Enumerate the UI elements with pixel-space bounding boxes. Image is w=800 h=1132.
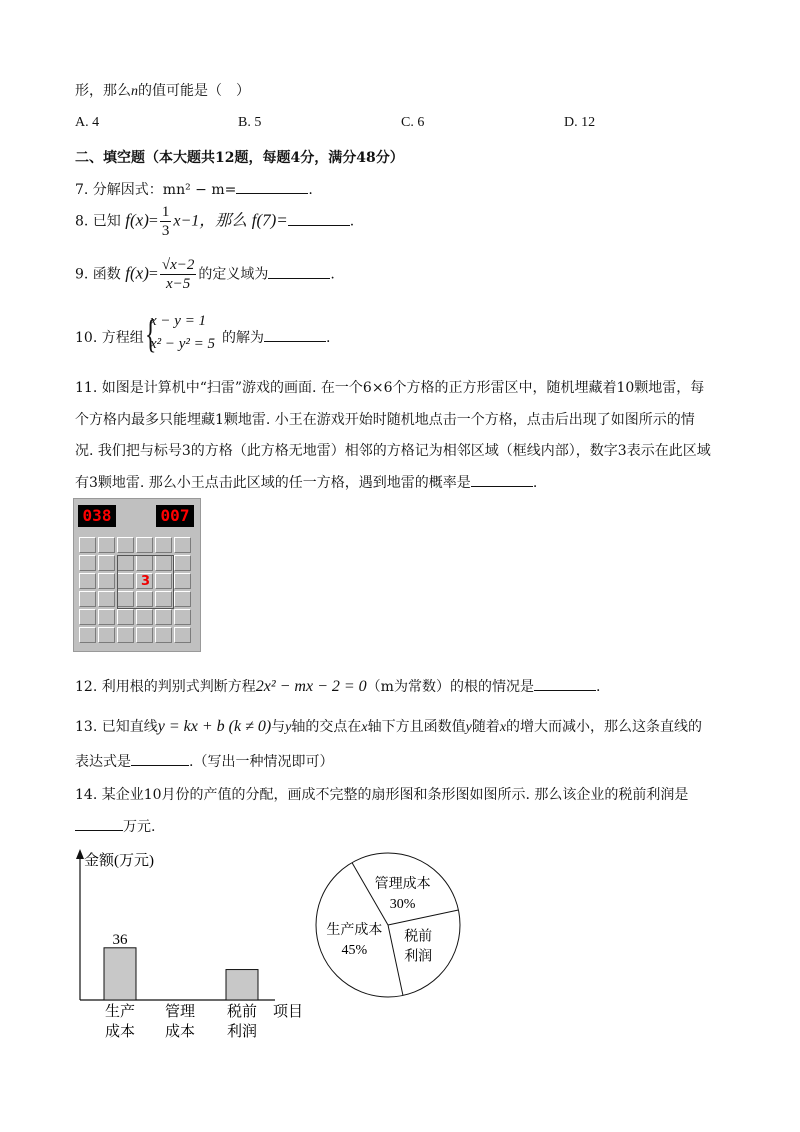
q12-end: . [595, 679, 601, 695]
mine-grid [79, 537, 193, 645]
q13-var-x2: x [499, 720, 507, 735]
q8-den: 3 [161, 223, 170, 239]
mine-cell[interactable] [98, 573, 115, 589]
mine-cell[interactable] [117, 627, 134, 643]
q13-var-x: x [361, 720, 368, 735]
category-label: 生产 [104, 1004, 136, 1020]
mine-cell[interactable] [79, 591, 96, 607]
q13-h: .（写出一种情况即可） [189, 754, 334, 770]
q9-fraction [160, 256, 197, 293]
mine-cell[interactable] [136, 627, 153, 643]
mine-cell[interactable] [117, 609, 134, 625]
q13-a: 13. 已知直线 [75, 719, 158, 735]
q14-blank [75, 816, 123, 831]
minesweeper-figure [73, 498, 201, 652]
q13-e: 随着 [471, 719, 500, 735]
q10-eq1: x − y = 1 [150, 313, 207, 329]
mine-cell[interactable] [79, 537, 96, 553]
mine-cell[interactable] [79, 555, 96, 571]
q9-end: . [330, 266, 335, 283]
q11-line-4-text: 有3颗地雷. 那么小王点击此区域的任一方格，遇到地雷的概率是 [75, 475, 471, 491]
q11-line-1: 11. 如图是计算机中“扫雷”游戏的画面. 在一个6×6个方格的正方形雷区中，随机埋藏着10颗地雷，每 [75, 380, 705, 396]
q6-option-b: B. 5 [238, 115, 262, 130]
q9-rest: 的定义域为 [198, 266, 269, 283]
q9-den: x−5 [166, 276, 191, 292]
q12-prefix: 12. 利用根的判别式判断方程 [75, 679, 256, 695]
q6-option-a: A. 4 [75, 115, 100, 130]
mine-cell[interactable] [136, 537, 153, 553]
q9-eq: = [148, 265, 158, 283]
q13-d: 轴下方且函数值 [367, 719, 466, 735]
mine-cell[interactable] [136, 609, 153, 625]
bar-chart [60, 845, 320, 1045]
category-label: 管理 [164, 1004, 196, 1020]
q10-prefix: 10. 方程组 [75, 330, 144, 346]
q12-equation: 2x² − mx − 2 = 0 [255, 678, 367, 695]
section-title: 二、填空题（本大题共12题，每题4分，满分48分） [75, 150, 404, 166]
q7 [75, 179, 313, 199]
mine-cell[interactable] [174, 591, 191, 607]
q11-end: . [532, 475, 538, 491]
q10-rest: 的解为 [222, 330, 264, 346]
q7-end: . [308, 182, 313, 198]
x-axis-label: 项目 [273, 1004, 304, 1020]
pie-slice-label: 利润 [404, 949, 433, 965]
q6-text2: 的值可能是（ ） [138, 83, 250, 99]
q11-line-2: 个方格内最多只能埋藏1颗地雷. 小王在游戏开始时随机地点击一个方格，点击后出现了如图所示的情 [75, 412, 695, 428]
q14-line-1: 14. 某企业10月份的产值的分配，画成不完整的扇形图和条形图如图所示. 那么该企业的税前利润是 [75, 787, 689, 803]
q8-blank [288, 211, 350, 226]
q6-option-d: D. 12 [564, 115, 596, 130]
q9-fx: f(x) [125, 263, 149, 283]
q14-line-2 [75, 816, 155, 836]
mine-cell[interactable] [98, 537, 115, 553]
timer-counter: 007 [156, 505, 194, 527]
q10-tail [222, 327, 330, 347]
category-label: 利润 [226, 1024, 258, 1040]
q10-brace: { [144, 311, 157, 356]
bar-3 [226, 970, 258, 1000]
q9-blank [268, 264, 330, 279]
mine-counter: 038 [78, 505, 116, 527]
q6-text: 形，那么 [75, 83, 131, 99]
q9-prefix: 9. 函数 [75, 266, 121, 283]
mine-cell[interactable] [155, 609, 172, 625]
q14-end: 万元. [123, 819, 156, 835]
pie-slice-label: 管理成本 [374, 877, 431, 893]
q13-f: 的增大而减小，那么这条直线的 [506, 719, 703, 735]
q13-equation: y = kx + b (k ≠ 0) [157, 718, 272, 735]
q8-eq: = [148, 212, 158, 230]
mine-cell[interactable] [174, 627, 191, 643]
q8-prefix: 8. 已知 [75, 213, 121, 230]
q13-var-y2: y [465, 720, 472, 735]
mine-cell[interactable] [98, 555, 115, 571]
q8 [75, 203, 354, 240]
q13-blank [131, 751, 189, 766]
mine-cell[interactable] [155, 537, 172, 553]
q11-line-3: 况. 我们把与标号3的方格（此方格无地雷）相邻的方格记为相邻区域（框线内部），数字3表示在此区域 [75, 443, 711, 459]
mine-cell[interactable] [79, 609, 96, 625]
q8-num: 1 [161, 204, 170, 220]
bars [104, 932, 258, 1040]
q11-blank [471, 472, 533, 487]
q8-end: . [349, 213, 355, 230]
q13-line-1 [75, 716, 702, 736]
mine-cell[interactable] [117, 537, 134, 553]
q10-end: . [326, 330, 331, 346]
pie-chart [308, 845, 468, 1005]
neighbor-frame [117, 555, 174, 609]
q11-line-4 [75, 472, 537, 492]
number-three-cell: 3 [141, 574, 151, 589]
mine-cell[interactable] [98, 627, 115, 643]
pie-slice-label: 生产成本 [326, 922, 383, 938]
q10-blank [264, 327, 326, 342]
q9 [75, 256, 335, 293]
q10-eq2: x² − y² = 5 [150, 336, 216, 352]
bar-1 [104, 948, 136, 1000]
mine-cell[interactable] [79, 627, 96, 643]
y-axis-arrow [76, 849, 84, 859]
q8-f7: f(7)= [251, 210, 288, 230]
q13-var-y: y [285, 720, 292, 735]
bar-value-label: 36 [112, 931, 128, 948]
pie-slice-label: 45% [341, 942, 368, 958]
mine-cell[interactable] [79, 573, 96, 589]
category-label: 成本 [104, 1024, 136, 1040]
pie [316, 853, 460, 997]
mine-cell[interactable] [174, 573, 191, 589]
q8-fx: f(x) [125, 210, 149, 230]
q6-line [75, 80, 250, 100]
pie-slice-label: 税前 [404, 929, 433, 945]
mine-cell[interactable] [155, 627, 172, 643]
q12-blank [534, 676, 596, 691]
q12 [75, 676, 600, 696]
mine-cell[interactable] [174, 555, 191, 571]
q13-g: 表达式是 [75, 754, 131, 770]
q7-blank [236, 179, 308, 194]
q6-var-n: n [131, 84, 138, 99]
q13-c: 轴的交点在 [291, 719, 362, 735]
category-label: 成本 [164, 1024, 196, 1040]
q12-note: （m为常数）的根的情况是 [366, 679, 534, 695]
q8-fraction [160, 203, 172, 240]
q7-text: 7. 分解因式：mn² − m= [75, 182, 237, 198]
q6-option-c: C. 6 [401, 115, 425, 130]
y-axis-label: 金额(万元) [84, 853, 154, 869]
q13-b: 与 [271, 719, 286, 735]
mine-cell[interactable] [98, 591, 115, 607]
q8-rest: x−1，那么 [173, 212, 248, 230]
mine-cell[interactable] [174, 537, 191, 553]
pie-slice-label: 30% [389, 897, 416, 913]
q9-num: √x−2 [161, 257, 195, 273]
mine-cell[interactable] [174, 609, 191, 625]
mine-cell[interactable] [98, 609, 115, 625]
category-label: 税前 [226, 1004, 258, 1020]
q13-line-2 [75, 751, 333, 771]
